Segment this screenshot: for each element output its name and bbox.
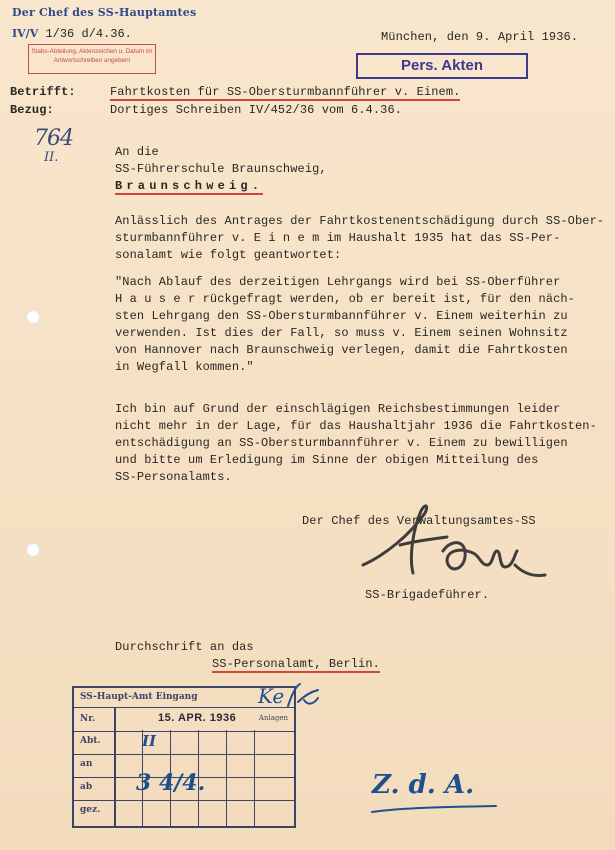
- address-line-2: SS-Führerschule Braunschweig,: [115, 162, 327, 176]
- reference-prefix: IV/V: [12, 27, 39, 40]
- receipt-stamp-header: SS-Haupt-Amt Eingang: [74, 688, 294, 708]
- punch-hole: [26, 543, 40, 557]
- handwritten-signature: [355, 495, 550, 590]
- receipt-row: ab: [74, 777, 294, 801]
- quote-line: von Hannover nach Braunschweig verlegen, damit die Fahrtkosten: [115, 343, 568, 357]
- body-p2-line: und bitte um Erledigung im Sinne der obigen Mitteilung des: [115, 453, 539, 467]
- letter-date: München, den 9. April 1936.: [381, 30, 579, 44]
- handwritten-sub: II.: [44, 150, 59, 165]
- handwritten-initials-top: Ke: [258, 684, 285, 708]
- quote-line: "Nach Ablauf des derzeitigen Lehrgangs wird bei SS-Oberführer: [115, 275, 561, 289]
- receipt-date: 15. APR. 1936: [158, 712, 237, 724]
- body-p2-line: nicht mehr in der Lage, für das Haushaltjahr 1936 die Fahrtkosten-: [115, 419, 597, 433]
- quote-line: verwenden. Ist dies der Fall, so muss v. Einem seinen Wohnsitz: [115, 326, 568, 340]
- reference-code: 1/36 d/4.36.: [45, 27, 132, 41]
- handwritten-number: 764: [34, 126, 73, 151]
- receipt-side-label: Anlagen: [258, 714, 288, 722]
- signer-title: Der Chef des Verwaltungsamtes-SS: [302, 514, 536, 528]
- reference-number: [12, 27, 132, 41]
- receipt-divider: [114, 708, 116, 826]
- handwritten-mark: [284, 680, 324, 710]
- quote-line: H a u s e r rückgefragt werden, ob er bereit ist, für den näch-: [115, 292, 575, 306]
- address-line-3: Braunschweig.: [115, 179, 264, 193]
- receipt-abt-value: II: [142, 732, 157, 750]
- receipt-gridline: [254, 730, 255, 826]
- body-p1-line: sonalamt wie folgt geantwortet:: [115, 248, 342, 262]
- pers-akten-stamp: Pers. Akten: [356, 53, 528, 79]
- address-line-1: An die: [115, 145, 159, 159]
- bezug-text: Dortiges Schreiben IV/452/36 vom 6.4.36.: [110, 103, 403, 117]
- quote-line: in Wegfall kommen.": [115, 360, 254, 374]
- receipt-gridline: [226, 730, 227, 826]
- quote-line: sten Lehrgang den SS-Obersturmbannführer v. Einem weiterhin zu: [115, 309, 568, 323]
- signer-rank: SS-Brigadeführer.: [365, 588, 490, 602]
- body-p2-line: Ich bin auf Grund der einschlägigen Reichsbestimmungen leider: [115, 402, 561, 416]
- body-p1-line: Anlässlich des Antrages der Fahrtkostenentschädigung durch SS-Ober-: [115, 214, 605, 228]
- receipt-row: an: [74, 754, 294, 778]
- receipt-an-value: 3 4/4.: [136, 770, 206, 796]
- receipt-row: gez.: [80, 805, 101, 815]
- letterhead: Der Chef des SS-Hauptamtes: [12, 6, 197, 19]
- body-p2-line: SS-Personalamts.: [115, 470, 232, 484]
- body-p2-line: entschädigung an SS-Obersturmbannführer v. Einem zu bewilligen: [115, 436, 568, 450]
- receipt-nr-label: Nr.: [80, 714, 96, 724]
- betrifft-label: Betrifft:: [10, 85, 76, 99]
- handwritten-initials-bottom: Z. d. A.: [372, 770, 475, 800]
- copy-label: Durchschrift an das: [115, 640, 254, 654]
- betrifft-text: Fahrtkosten für SS-Obersturmbannführer v. Einem.: [110, 85, 461, 99]
- punch-hole: [26, 310, 40, 324]
- bezug-label: Bezug:: [10, 103, 54, 117]
- receipt-row: Abt.: [74, 731, 294, 755]
- body-p1-line: sturmbannführer v. E i n e m im Haushalt 1935 hat das SS-Per-: [115, 231, 561, 245]
- red-instruction-stamp: Stabs-Abteilung, Aktenzeichen u. Datum im Antwortschreiben angeben!: [28, 44, 156, 74]
- handwritten-underline: [370, 802, 500, 818]
- copy-target: SS-Personalamt, Berlin.: [212, 657, 380, 671]
